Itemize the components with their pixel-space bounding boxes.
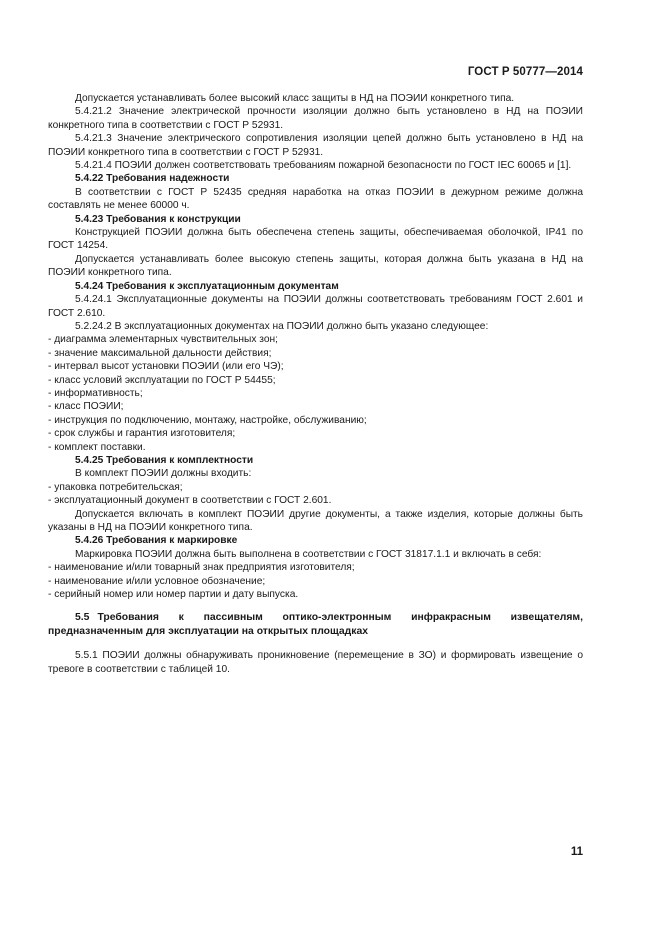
list-item: - инструкция по подключению, монтажу, настройке, обслуживанию; xyxy=(48,414,367,426)
list-item: - информативность; xyxy=(48,387,143,399)
document-header-standard: ГОСТ Р 50777—2014 xyxy=(467,66,583,78)
subsection-heading: 5.4.23 Требования к конструкции xyxy=(75,213,241,225)
paragraph: В соответствии с ГОСТ Р 52435 средняя наработка на отказ ПОЭИИ в дежурном режиме должна составлять не менее 60000 ч. xyxy=(48,186,583,212)
paragraph: 5.4.21.3 Значение электрического сопротивления изоляции цепей должно быть установлено в НД на ПОЭИИ конкретного типа в соответствии с ГОСТ Р 52931. xyxy=(48,133,583,158)
section-title: Требования к пассивным оптико-электронным инфракрасным извещателям, предназначенным для эксплуатации на открытых площадках xyxy=(48,612,583,638)
paragraph: Конструкцией ПОЭИИ должна быть обеспечена степень защиты, обеспечиваемая оболочкой, IP41 по ГОСТ 14254. xyxy=(48,227,583,252)
list-item: - наименование и/или товарный знак предприятия изготовителя; xyxy=(48,562,355,574)
document-body xyxy=(48,92,583,676)
list-item: - наименование и/или условное обозначение; xyxy=(48,575,266,587)
list-item: - класс условий эксплуатации по ГОСТ Р 54455; xyxy=(48,374,276,386)
paragraph: 5.2.24.2 В эксплуатационных документах на ПОЭИИ должно быть указано следующее: xyxy=(75,320,489,332)
list-item: - значение максимальной дальности действия; xyxy=(48,347,272,359)
paragraph: 5.5.1 ПОЭИИ должны обнаруживать проникновение (перемещение в ЗО) и формировать извещение о тревоге в соответствии с таблицей 10. xyxy=(48,650,583,675)
subsection-heading: 5.4.24 Требования к эксплуатационным документам xyxy=(75,280,339,292)
paragraph: Допускается устанавливать более высокий класс защиты в НД на ПОЭИИ конкретного типа. xyxy=(75,93,515,104)
subsection-heading: 5.4.26 Требования к маркировке xyxy=(75,535,238,547)
list-item: - интервал высот установки ПОЭИИ (или его ЧЭ); xyxy=(48,361,284,373)
list-item: - комплект поставки. xyxy=(48,441,146,453)
section-heading xyxy=(48,611,583,639)
list-item: - диаграмма элементарных чувствительных зон; xyxy=(48,334,278,346)
paragraph: 5.4.21.2 Значение электрической прочности изоляции должно быть установлено в НД на ПОЭИИ конкретного типа в соответствии с ГОСТ Р 52931. xyxy=(48,106,583,131)
paragraph: В комплект ПОЭИИ должны входить: xyxy=(75,468,252,480)
subsection-heading: 5.4.22 Требования надежности xyxy=(75,173,230,185)
paragraph: Допускается включать в комплект ПОЭИИ другие документы, а также изделия, которые должны быть указаны в НД на ПОЭИИ конкретного типа. xyxy=(48,508,583,533)
paragraph: 5.4.21.4 ПОЭИИ должен соответствовать требованиям пожарной безопасности по ГОСТ IEC 60065 и [1]. xyxy=(75,160,572,172)
paragraph: 5.4.24.1 Эксплуатационные документы на ПОЭИИ должны соответствовать требованиям ГОСТ 2.601 и ГОСТ 2.610. xyxy=(48,294,583,319)
page-number: 11 xyxy=(570,846,583,858)
paragraph: Допускается устанавливать более высокую степень защиты, которая должна быть указана в НД на ПОЭИИ конкретного типа. xyxy=(48,253,583,279)
section-number: 5.5 xyxy=(75,612,90,624)
list-item: - эксплуатационный документ в соответствии с ГОСТ 2.601. xyxy=(48,495,332,507)
list-item: - серийный номер или номер партии и дату выпуска. xyxy=(48,589,299,601)
paragraph: Маркировка ПОЭИИ должна быть выполнена в соответствии с ГОСТ 31817.1.1 и включать в себя: xyxy=(75,548,542,560)
list-item: - класс ПОЭИИ; xyxy=(48,401,124,413)
subsection-heading: 5.4.25 Требования к комплектности xyxy=(75,454,254,466)
list-item: - упаковка потребительская; xyxy=(48,481,183,493)
list-item: - срок службы и гарантия изготовителя; xyxy=(48,428,236,440)
